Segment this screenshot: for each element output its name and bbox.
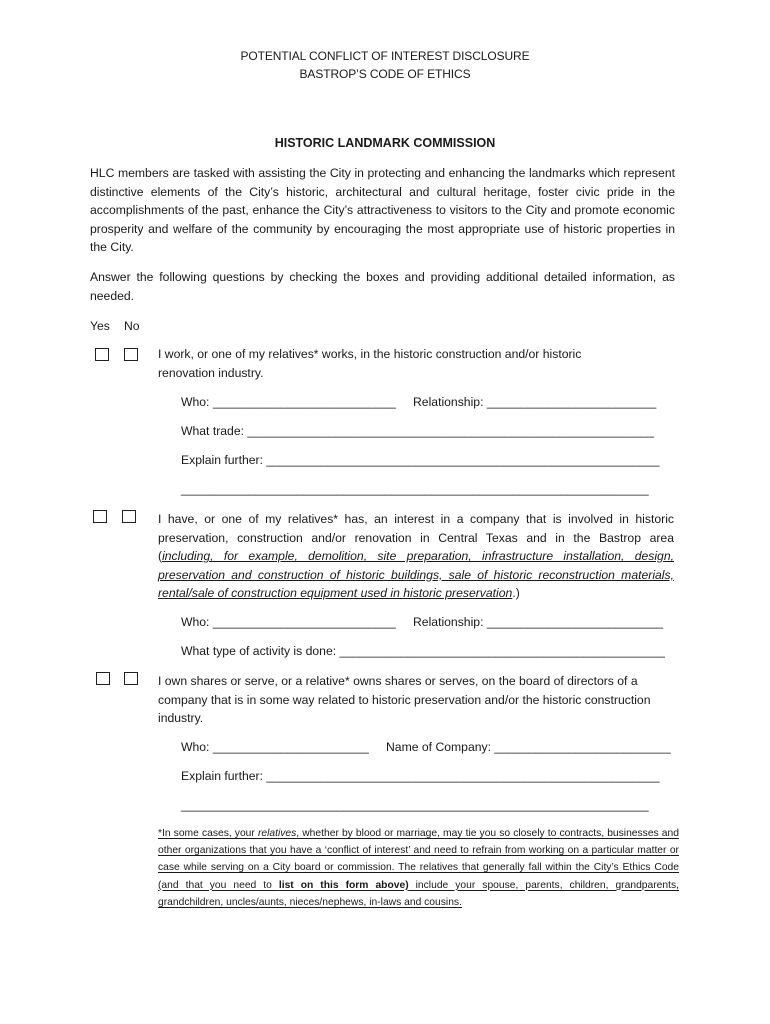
q1-relationship-field[interactable]: Relationship: _________________________	[413, 395, 657, 409]
q3-no-checkbox[interactable]	[124, 672, 138, 685]
footnote-part3: include your spouse, parents, children, grandparents, grandchildren, uncles/aunts, nieces/nephews, in-laws and cousins.	[158, 879, 680, 908]
q2-text-end: .)	[512, 586, 520, 601]
intro-paragraph: HLC members are tasked with assisting the City in protecting and enhancing the landmarks which represent distinctive elements of the City’s historic, architectural and cultural heritage, foster civic pride in the accomplishments of the past, enhance the City’s attractiveness to visitors to the City and promote economic prosperity and welfare of the community by encouraging the most appropriate use of historic properties in the City.	[90, 166, 675, 255]
footnote-bold: list on this form above)	[278, 879, 409, 891]
instructions-paragraph: Answer the following questions by checking the boxes and providing additional detailed information, as needed.	[90, 270, 675, 303]
q3-who-field[interactable]: Who: _______________________	[181, 740, 369, 754]
q3-explain-extra-line[interactable]: _____________________________________________________________________	[181, 798, 649, 812]
q1-yes-checkbox[interactable]	[95, 348, 109, 361]
q3-yes-checkbox[interactable]	[96, 672, 110, 685]
q1-who-field[interactable]: Who: ___________________________	[181, 395, 396, 409]
no-column-label: No	[124, 319, 140, 333]
q3-company-field[interactable]: Name of Company: __________________________	[386, 740, 671, 754]
q1-text: I work, or one of my relatives* works, in the historic construction and/or historic renovation industry.	[158, 347, 582, 380]
q2-text	[158, 510, 674, 603]
q2-text-examples: including, for example, demolition, site preparation, infrastructure installation, design, preservation and construction of historic buildings, sale of historic reconstruction materials, rental/sale of construction equipment used in historic preservation	[158, 549, 674, 601]
q2-relationship-field[interactable]: Relationship: __________________________	[413, 615, 664, 629]
q1-no-checkbox[interactable]	[124, 348, 138, 361]
q2-text-plain: I have, or one of my relatives* has, an interest in a company that is involved in historic preservation, construction and/or renovation in Central Texas and in the Bastrop area (	[158, 512, 674, 564]
form-header-line2: BASTROP’S CODE OF ETHICS	[299, 67, 471, 81]
q2-who-field[interactable]: Who: ___________________________	[181, 615, 396, 629]
q3-explain-field[interactable]: Explain further: __________________________________________________________	[181, 769, 660, 783]
q1-explain-extra-line[interactable]: _____________________________________________________________________	[181, 482, 649, 496]
footnote-relatives-word: relatives	[257, 828, 297, 839]
relatives-footnote	[158, 825, 679, 911]
yes-column-label: Yes	[90, 319, 110, 333]
form-header-line1: POTENTIAL CONFLICT OF INTEREST DISCLOSURE	[240, 49, 530, 63]
q3-text: I own shares or serve, or a relative* owns shares or serves, on the board of directors of a company that is in some way related to historic preservation and/or the historic construction industry.	[158, 674, 651, 726]
page-title: HISTORIC LANDMARK COMMISSION	[274, 136, 496, 150]
q2-activity-field[interactable]: What type of activity is done: ________________________________________________	[181, 644, 665, 658]
q2-no-checkbox[interactable]	[122, 510, 136, 523]
q1-explain-field[interactable]: Explain further: __________________________________________________________	[181, 453, 660, 467]
footnote-part2: , whether by blood or marriage, may tie you so closely to contracts, businesses and other organizations that you have a ‘conflict of interest’ and need to refrain from working on a particular matter or case while serving on a City board or commission. The relatives that generally fall within the City’s Ethics Code (and that you need to	[158, 828, 679, 891]
footnote-part1: *In some cases, your	[158, 828, 258, 839]
q2-yes-checkbox[interactable]	[93, 510, 107, 523]
q1-trade-field[interactable]: What trade: ____________________________________________________________	[181, 424, 655, 438]
